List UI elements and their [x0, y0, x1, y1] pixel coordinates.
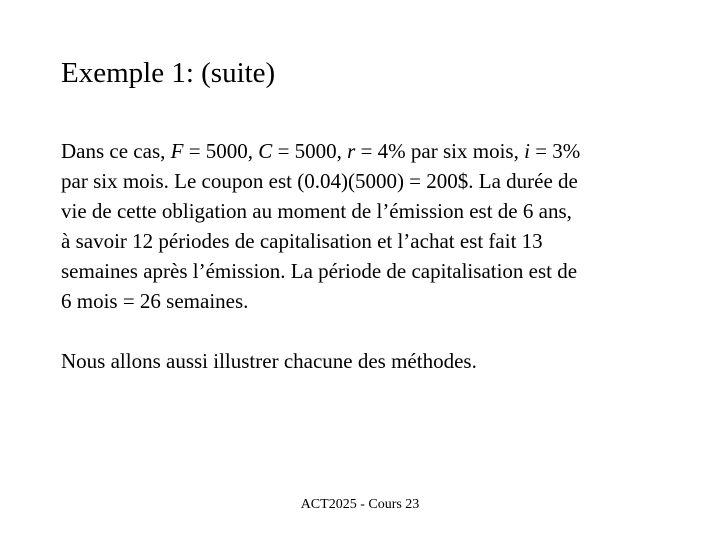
variable-f: F — [170, 139, 184, 163]
paragraph-1-line-1 — [61, 136, 691, 166]
value-c: = 5000, — [272, 139, 348, 163]
variable-c: C — [258, 139, 273, 163]
value-r: = 4% par six mois, — [355, 139, 525, 163]
slide-title: Exemple 1: (suite) — [61, 57, 276, 89]
paragraph-1-line-6: 6 mois = 26 semaines. — [61, 289, 249, 313]
variable-r: r — [347, 139, 356, 163]
paragraph-1-line-2: par six mois. Le coupon est (0.04)(5000) = 200$. La durée de — [61, 169, 578, 193]
variable-i: i — [524, 139, 530, 163]
value-i: = 3% — [529, 139, 581, 163]
value-f: = 5000, — [183, 139, 259, 163]
slide-body — [61, 136, 691, 376]
line-1-prefix: Dans ce cas, — [61, 139, 171, 163]
paragraph-1-line-4: à savoir 12 périodes de capitalisation et l’achat est fait 13 — [61, 229, 543, 253]
slide-footer: ACT2025 - Cours 23 — [300, 497, 420, 512]
paragraph-1-line-5: semaines après l’émission. La période de capitalisation est de — [61, 259, 578, 283]
paragraph-1-line-3: vie de cette obligation au moment de l’émission est de 6 ans, — [61, 199, 572, 223]
paragraph-spacer — [61, 316, 691, 346]
paragraph-2: Nous allons aussi illustrer chacune des méthodes. — [61, 349, 477, 373]
